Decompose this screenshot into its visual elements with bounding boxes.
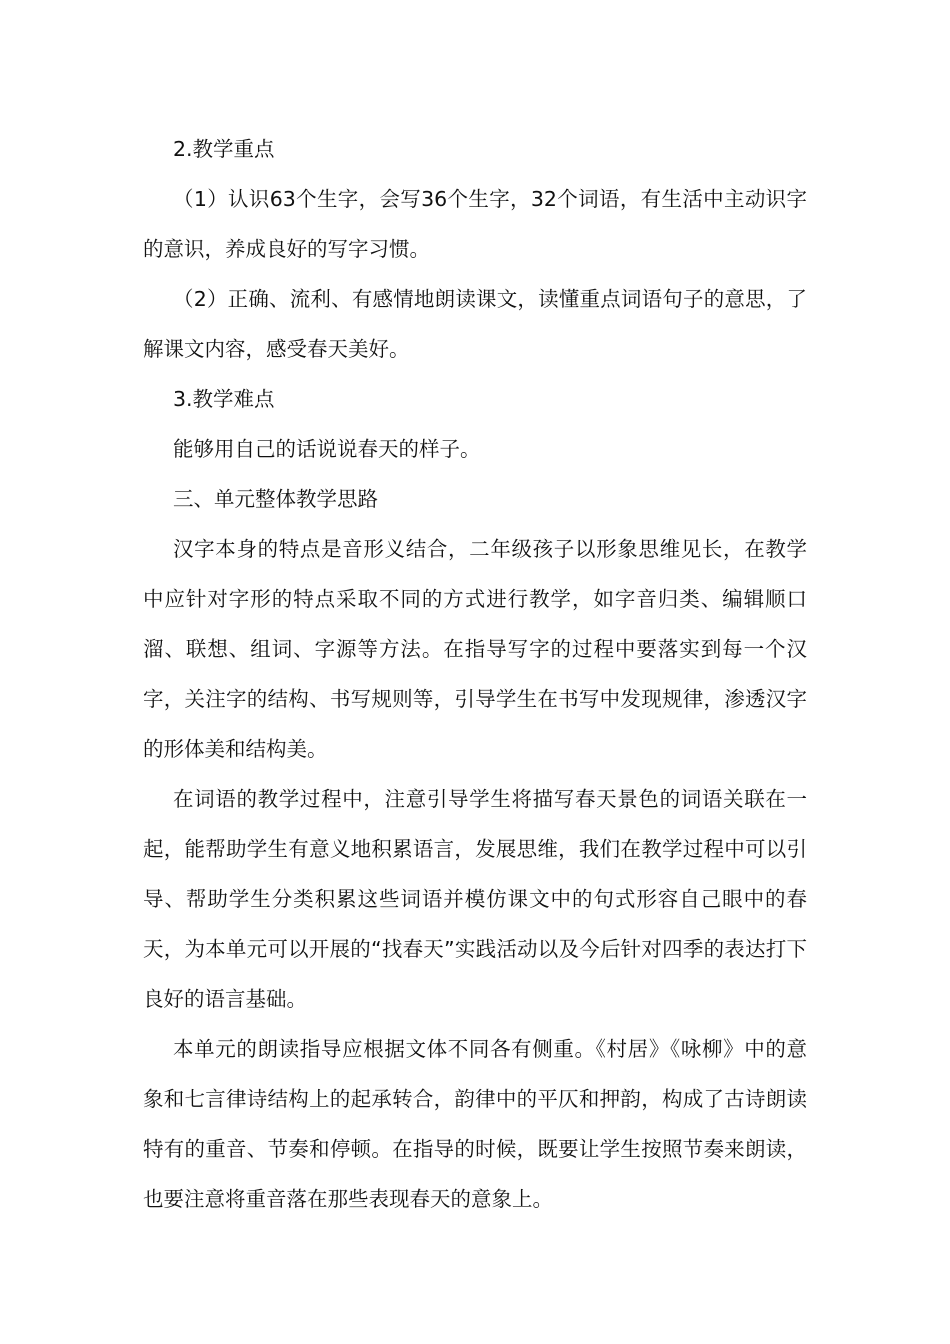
paragraph-reading: 本单元的朗读指导应根据文体不同各有侧重。《村居》《咏柳》中的意象和七言律诗结构上的起承转合，韵律中的平仄和押韵，构成了古诗朗读特有的重音、节奏和停顿。在指导的时候，既要让学生按照节奏来朗读，也要注意将重音落在那些表现春天的意象上。 — [143, 1037, 807, 1211]
paragraph-characters: 汉字本身的特点是音形义结合，二年级孩子以形象思维见长，在教学中应针对字形的特点采取不同的方式进行教学，如字音归类、编辑顺口溜、联想、组词、字源等方法。在指导写字的过程中要落实到每一个汉字，关注字的结构、书写规则等，引导学生在书写中发现规律，渗透汉字的形体美和结构美。 — [143, 537, 807, 761]
document-body — [143, 124, 807, 1224]
paragraph-difficulty: 能够用自己的话说说春天的样子。 — [173, 437, 481, 461]
heading-teaching-difficulty: 3.教学难点 — [173, 387, 275, 411]
paragraph-vocabulary: 在词语的教学过程中，注意引导学生将描写春天景色的词语关联在一起，能帮助学生有意义地积累语言，发展思维，我们在教学过程中可以引导、帮助学生分类积累这些词语并模仿课文中的句式形容自己眼中的春天，为本单元可以开展的“找春天”实践活动以及今后针对四季的表达打下良好的语言基础。 — [143, 787, 807, 1011]
paragraph-focus-2: （2）正确、流利、有感情地朗读课文，读懂重点词语句子的意思，了解课文内容，感受春天美好。 — [143, 287, 807, 361]
heading-unit-approach: 三、单元整体教学思路 — [173, 487, 378, 511]
heading-teaching-focus: 2.教学重点 — [173, 137, 275, 161]
paragraph-focus-1: （1）认识63个生字，会写36个生字，32个词语，有生活中主动识字的意识，养成良好的写字习惯。 — [143, 187, 807, 261]
